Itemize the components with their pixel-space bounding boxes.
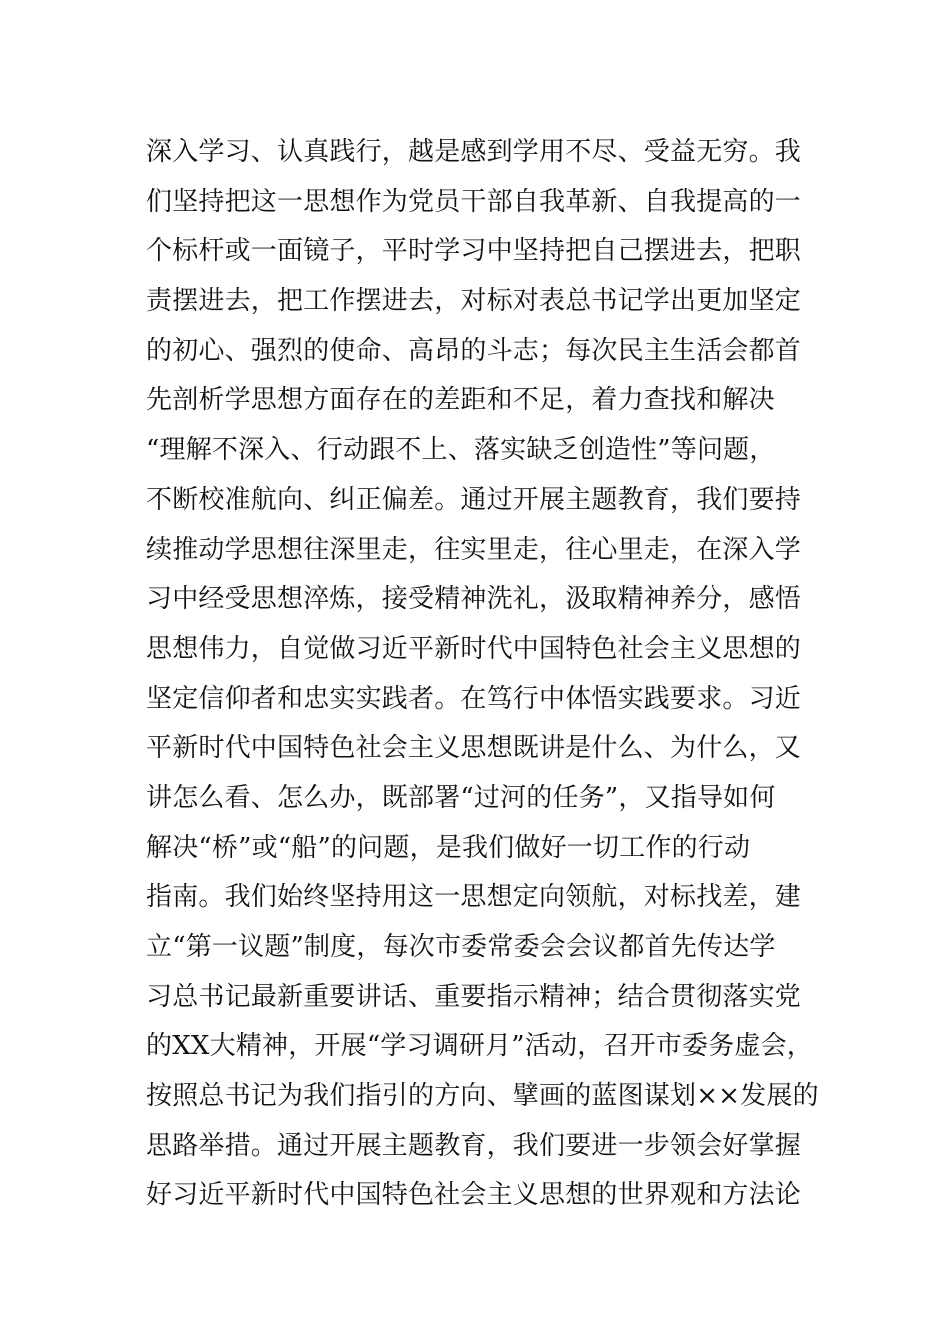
text-line-14: 讲怎么看、怎么办，既部署“过河的任务”，又指导如何 xyxy=(146,782,776,813)
body-text xyxy=(146,128,819,1221)
text-line-5: 的初心、强烈的使命、高昂的斗志；每次民主生活会都首 xyxy=(146,335,802,366)
text-line-20: 按照总书记为我们指引的方向、擘画的蓝图谋划××发展的 xyxy=(146,1081,819,1112)
text-line-10: 习中经受思想淬炼，接受精神洗礼，汲取精神养分，感悟 xyxy=(146,584,802,615)
text-line-4: 责摆进去，把工作摆进去，对标对表总书记学出更加坚定 xyxy=(146,286,802,317)
text-line-15: 解决“桥”或“船”的问题，是我们做好一切工作的行动 xyxy=(146,832,751,863)
text-line-13: 平新时代中国特色社会主义思想既讲是什么、为什么，又 xyxy=(146,733,802,764)
text-line-19: 的XX大精神，开展“学习调研月”活动，召开市委务虚会， xyxy=(146,1031,814,1062)
text-line-2: 们坚持把这一思想作为党员干部自我革新、自我提高的一 xyxy=(146,186,802,217)
text-line-8: 不断校准航向、纠正偏差。通过开展主题教育，我们要持 xyxy=(146,484,802,515)
text-line-7: “理解不深入、行动跟不上、落实缺乏创造性”等问题， xyxy=(146,435,776,466)
text-line-18: 习总书记最新重要讲话、重要指示精神；结合贯彻落实党 xyxy=(146,981,802,1012)
text-line-9: 续推动学思想往深里走，往实里走，往心里走，在深入学 xyxy=(146,534,802,565)
text-line-21: 思路举措。通过开展主题教育，我们要进一步领会好掌握 xyxy=(146,1130,802,1161)
text-line-11: 思想伟力，自觉做习近平新时代中国特色社会主义思想的 xyxy=(146,633,802,664)
text-line-22: 好习近平新时代中国特色社会主义思想的世界观和方法论 xyxy=(146,1180,802,1211)
text-line-3: 个标杆或一面镜子，平时学习中坚持把自己摆进去，把职 xyxy=(146,236,802,267)
text-line-17: 立“第一议题”制度，每次市委常委会会议都首先传达学 xyxy=(146,932,776,962)
text-line-16: 指南。我们始终坚持用这一思想定向领航，对标找差，建 xyxy=(146,882,802,913)
text-line-12: 坚定信仰者和忠实实践者。在笃行中体悟实践要求。习近 xyxy=(146,683,802,714)
text-line-6: 先剖析学思想方面存在的差距和不足，着力查找和解决 xyxy=(146,385,775,416)
text-line-1: 深入学习、认真践行，越是感到学用不尽、受益无穷。我 xyxy=(146,137,802,167)
